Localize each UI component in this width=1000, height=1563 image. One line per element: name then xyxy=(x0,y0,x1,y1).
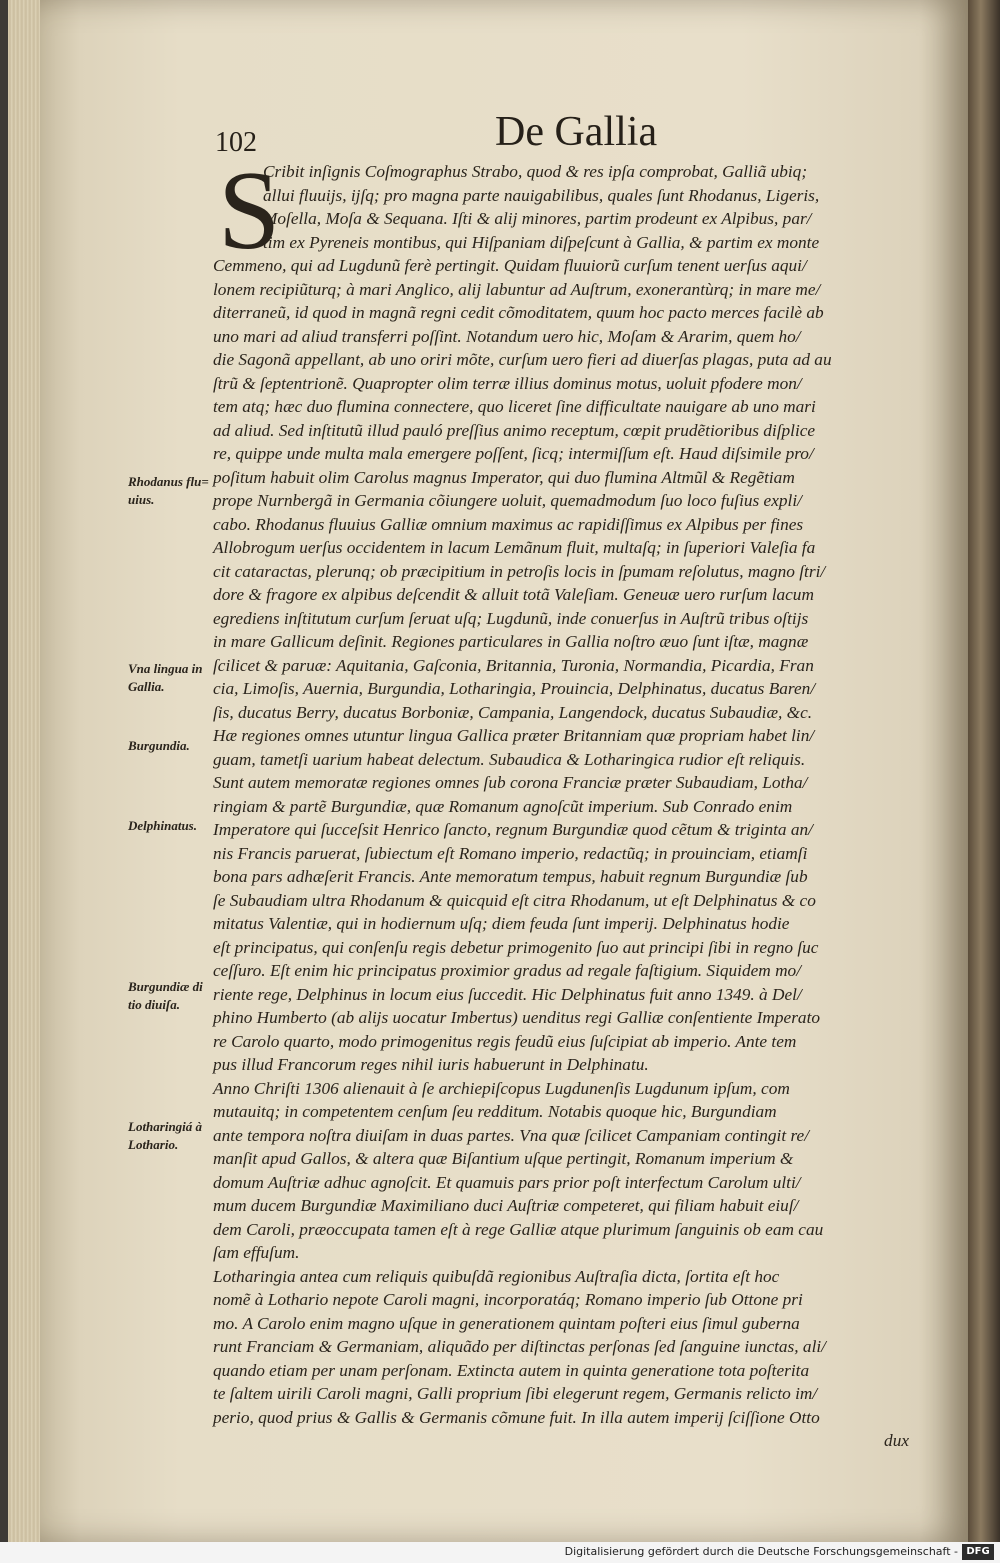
footer-credit: Digitalisierung gefördert durch die Deutsche Forschungsgemeinschaft - xyxy=(564,1545,958,1558)
text-line: re Carolo quarto, modo primogenitus regis feudũ eius ſuſcipiat ab imperio. Ante tem xyxy=(213,1031,797,1051)
text-line: ante tempora noſtra diuiſam in duas partes. Vna quæ ſcilicet Campaniam contingit re/ xyxy=(213,1125,810,1145)
text-line: Cribit inſignis Coſmographus Strabo, quod & res ipſa comprobat, Galliã ubiq; xyxy=(263,162,808,181)
text-line: Sunt autem memoratæ regiones omnes ſub corona Franciæ præter Subaudiam, Lotha/ xyxy=(213,773,808,792)
drop-cap: S xyxy=(218,149,281,273)
text-line: prope Nurnbergã in Germania cõiungere uoluit, quemadmodum ſuo loco fuſius expli/ xyxy=(213,491,802,510)
text-line: te ſaltem uirili Caroli magni, Galli proprium ſibi elegerunt regem, Germanis relicto im/ xyxy=(213,1384,818,1403)
text-line: die Sagonã appellant, ab uno oriri mõte, curſum uero fieri ad diuerſas plagas, puta ad au xyxy=(213,350,832,369)
text-line: ſe Subaudiam ultra Rhodanum & quicquid eſt citra Rhodanum, ut eſt Delphinatus & co xyxy=(213,890,816,910)
text-line: ceſſuro. Eſt enim hic principatus proximior gradus ad regale faſtigium. Siquidem mo/ xyxy=(213,961,801,980)
text-line: ad aliud. Sed inſtitutũ illud pauló preſſius animo receptum, cœpit prudẽtioribus diſplice xyxy=(213,420,816,440)
text-line: allui fluuijs, ijſq; pro magna parte nauigabilibus, quales ſunt Rhodanus, Ligeris, xyxy=(263,185,820,205)
text-line: tem atq; hæc duo flumina connectere, quo liceret ſine difficultate nauigare ab uno mari xyxy=(213,397,816,416)
text-line: diterraneũ, id quod in magnã regni cedit cõmoditatem, quum hoc pacto merces facilè ab xyxy=(213,303,824,322)
text-line: uno mari ad aliud transferri poſſint. Notandum uero hic, Moſam & Ararim, quem ho/ xyxy=(213,326,801,346)
text-line: dux xyxy=(884,1431,909,1450)
text-line: cia, Limoſis, Auernia, Burgundia, Lotharingia, Prouincia, Delphinatus, ducatus Baren/ xyxy=(213,679,816,698)
text-line: runt Franciam & Germaniam, aliquãdo per diſtinctas perſonas ſed ſanguine iunctas, ali/ xyxy=(213,1337,826,1356)
running-head: De Gallia xyxy=(495,109,658,155)
marginal-note-line: Vna lingua in xyxy=(128,661,203,676)
text-line: manſit apud Gallos, & altera quæ Biſantium uſque pertingit, Romanum imperium & xyxy=(213,1149,794,1168)
marginal-note-line: Rhodanus flu= xyxy=(128,474,209,489)
text-line: re, quippe unde multa mala emergere poſſent, ſicq; intermiſſum eſt. Haud diſsimile pro/ xyxy=(213,444,814,463)
text-line: egrediens inſtitutum curſum ſeruat uſq; Lugdunũ, inde conuerſus in Auſtrũ tribus oſtijs xyxy=(213,608,809,628)
text-line: Moſella, Moſa & Sequana. Iſti & alij minores, partim prodeunt ex Alpibus, par/ xyxy=(263,209,812,228)
text-line: riente rege, Delphinus in locum eius ſuccedit. Hic Delphinatus fuit anno 1349. à Del/ xyxy=(213,984,802,1004)
text-line: mo. A Carolo enim magno uſque in generationem quintam poſteri eius ſimul guberna xyxy=(213,1313,800,1333)
text-line: in mare Gallicum deſinit. Regiones particulares in Gallia noſtro æuo ſunt iſtæ, magnæ xyxy=(213,632,809,651)
binding-edge xyxy=(968,0,1000,1542)
text-line: cit cataractas, plerunq; ob præcipitium in petroſis locis in ſpumam reſolutus, magno ſtri/ xyxy=(213,561,826,581)
text-line: domum Auſtriæ adhuc agnoſcit. Et quamuis pars prior poſt interfectum Carolum ulti/ xyxy=(213,1172,801,1192)
body-text xyxy=(213,160,909,1453)
marginal-note xyxy=(128,660,223,696)
marginal-note-line: Lotharingiá à xyxy=(128,1119,203,1134)
text-line: poſitum habuit olim Carolus magnus Imperator, qui duo flumina Altmũl & Regẽtiam xyxy=(213,467,795,487)
marginal-note-line: Burgundiæ di xyxy=(128,979,203,994)
text-line: phino Humberto (ab alijs uocatur Imbertus) uenditus regi Galliæ conſentiente Imperato xyxy=(213,1008,821,1027)
text-line: Allobrogum uerſus occidentem in lacum Lemãnum fluit, multaſq; in ſuperiori Valeſia fa xyxy=(213,538,816,557)
text-line: bona pars adhæſerit Francis. Ante memoratum tempus, habuit regnum Burgundiæ ſub xyxy=(213,867,808,886)
dfg-logo: DFG xyxy=(962,1544,994,1560)
text-line: Hæ regiones omnes utuntur lingua Gallica præter Britanniam quæ propriam habet lin/ xyxy=(213,726,815,745)
text-line: lonem recipiũturq; à mari Anglico, alij labuntur ad Auſtrum, exonerantùrq; in mare me/ xyxy=(213,279,821,299)
text-line: dore & fragore ex alpibus deſcendit & alluit totã Valeſiam. Geneuæ uero rurſum lacum xyxy=(213,585,814,604)
text-line: mitatus Valentiæ, qui in hodiernum uſq; diem feuda ſunt imperij. Delphinatus hodie xyxy=(213,914,790,933)
marginal-note xyxy=(128,817,223,835)
text-line: nomẽ à Lothario nepote Caroli magni, incorporatáq; Romano imperio ſub Ottone pri xyxy=(213,1290,803,1309)
text-line: tim ex Pyreneis montibus, qui Hiſpaniam diſpeſcunt à Gallia, & partim ex monte xyxy=(263,232,820,252)
text-line: guam, tametſi uarium habeat delectum. Subaudica & Lotharingica rudior eſt reliquis. xyxy=(213,749,806,769)
marginal-note-line: Delphinatus. xyxy=(128,818,197,833)
marginal-note xyxy=(128,473,223,509)
text-line: ſcilicet & paruæ: Aquitania, Gaſconia, Britannia, Turonia, Normandia, Picardia, Fran xyxy=(213,655,814,675)
text-line: dem Caroli, præoccupata tamen eſt à rege Galliæ atque plurimum ſanguinis ob eam cau xyxy=(213,1219,824,1239)
text-line: cabo. Rhodanus fluuius Galliæ omnium maximus ac rapidiſſimus ex Alpibus per fines xyxy=(213,514,804,534)
marginal-note-line: tio diuiſa. xyxy=(128,997,181,1012)
text-line: Imperatore qui ſucceſsit Henrico ſancto, regnum Burgundiæ quod cẽtum & triginta an/ xyxy=(213,820,813,839)
text-line: pus illud Francorum reges nihil iuris habuerunt in Delphinatu. xyxy=(213,1055,649,1074)
text-line: ſam effuſum. xyxy=(213,1243,300,1262)
marginal-note xyxy=(128,737,223,755)
text-line: Lotharingia antea cum reliquis quibuſdã regionibus Auſtraſia dicta, ſortita eſt hoc xyxy=(213,1266,780,1286)
marginal-note xyxy=(128,978,223,1014)
marginal-note-line: Gallia. xyxy=(128,679,165,694)
text-line: ſtrũ & ſeptentrionẽ. Quapropter olim terræ illius dominus motus, uoluit pfodere mon/ xyxy=(213,373,802,393)
text-line: mutauitq; in competentem cenſum ſeu redditum. Notabis quoque hic, Burgundiam xyxy=(213,1102,777,1121)
text-line: ſis, ducatus Berry, ducatus Borboniæ, Campania, Langendock, ducatus Subaudiæ, &c. xyxy=(213,702,813,722)
text-line: Cemmeno, qui ad Lugdunũ ferè pertingit. Quidam fluuiorũ curſum tenent uerſus aqui/ xyxy=(213,256,807,275)
marginal-note-line: Burgundia. xyxy=(128,738,190,753)
marginal-note xyxy=(128,1118,223,1154)
text-line: quando etiam per unam perſonam. Extincta autem in quinta generatione tota poſterita xyxy=(213,1360,810,1380)
page-number: 102 xyxy=(215,127,257,158)
text-line: nis Francis paruerat, ſubiectum eſt Romano imperio, redactũq; in prouinciam, etiamſi xyxy=(213,843,808,863)
marginal-note-line: uius. xyxy=(128,492,155,507)
text-line: perio, quod prius & Gallis & Germanis cõmune fuit. In illa autem imperij ſciſſione Otto xyxy=(213,1407,820,1427)
marginal-note-line: Lothario. xyxy=(128,1137,179,1152)
text-line: ringiam & partẽ Burgundiæ, quæ Romanum agnoſcũt imperium. Sub Conrado enim xyxy=(213,796,793,816)
text-line: Anno Chriſti 1306 alienauit à ſe archiepiſcopus Lugdunenſis Lugdunum ipſum, com xyxy=(213,1078,790,1098)
text-line: eſt principatus, qui conſenſu regis debetur primogenito ſuo aut principi ſibi in regno ſuc xyxy=(213,937,819,957)
text-line: mum ducem Burgundiæ Maximiliano duci Auſtriæ competeret, qui filiam habuit eiuſ/ xyxy=(213,1196,799,1215)
footer-bar xyxy=(0,1542,1000,1563)
